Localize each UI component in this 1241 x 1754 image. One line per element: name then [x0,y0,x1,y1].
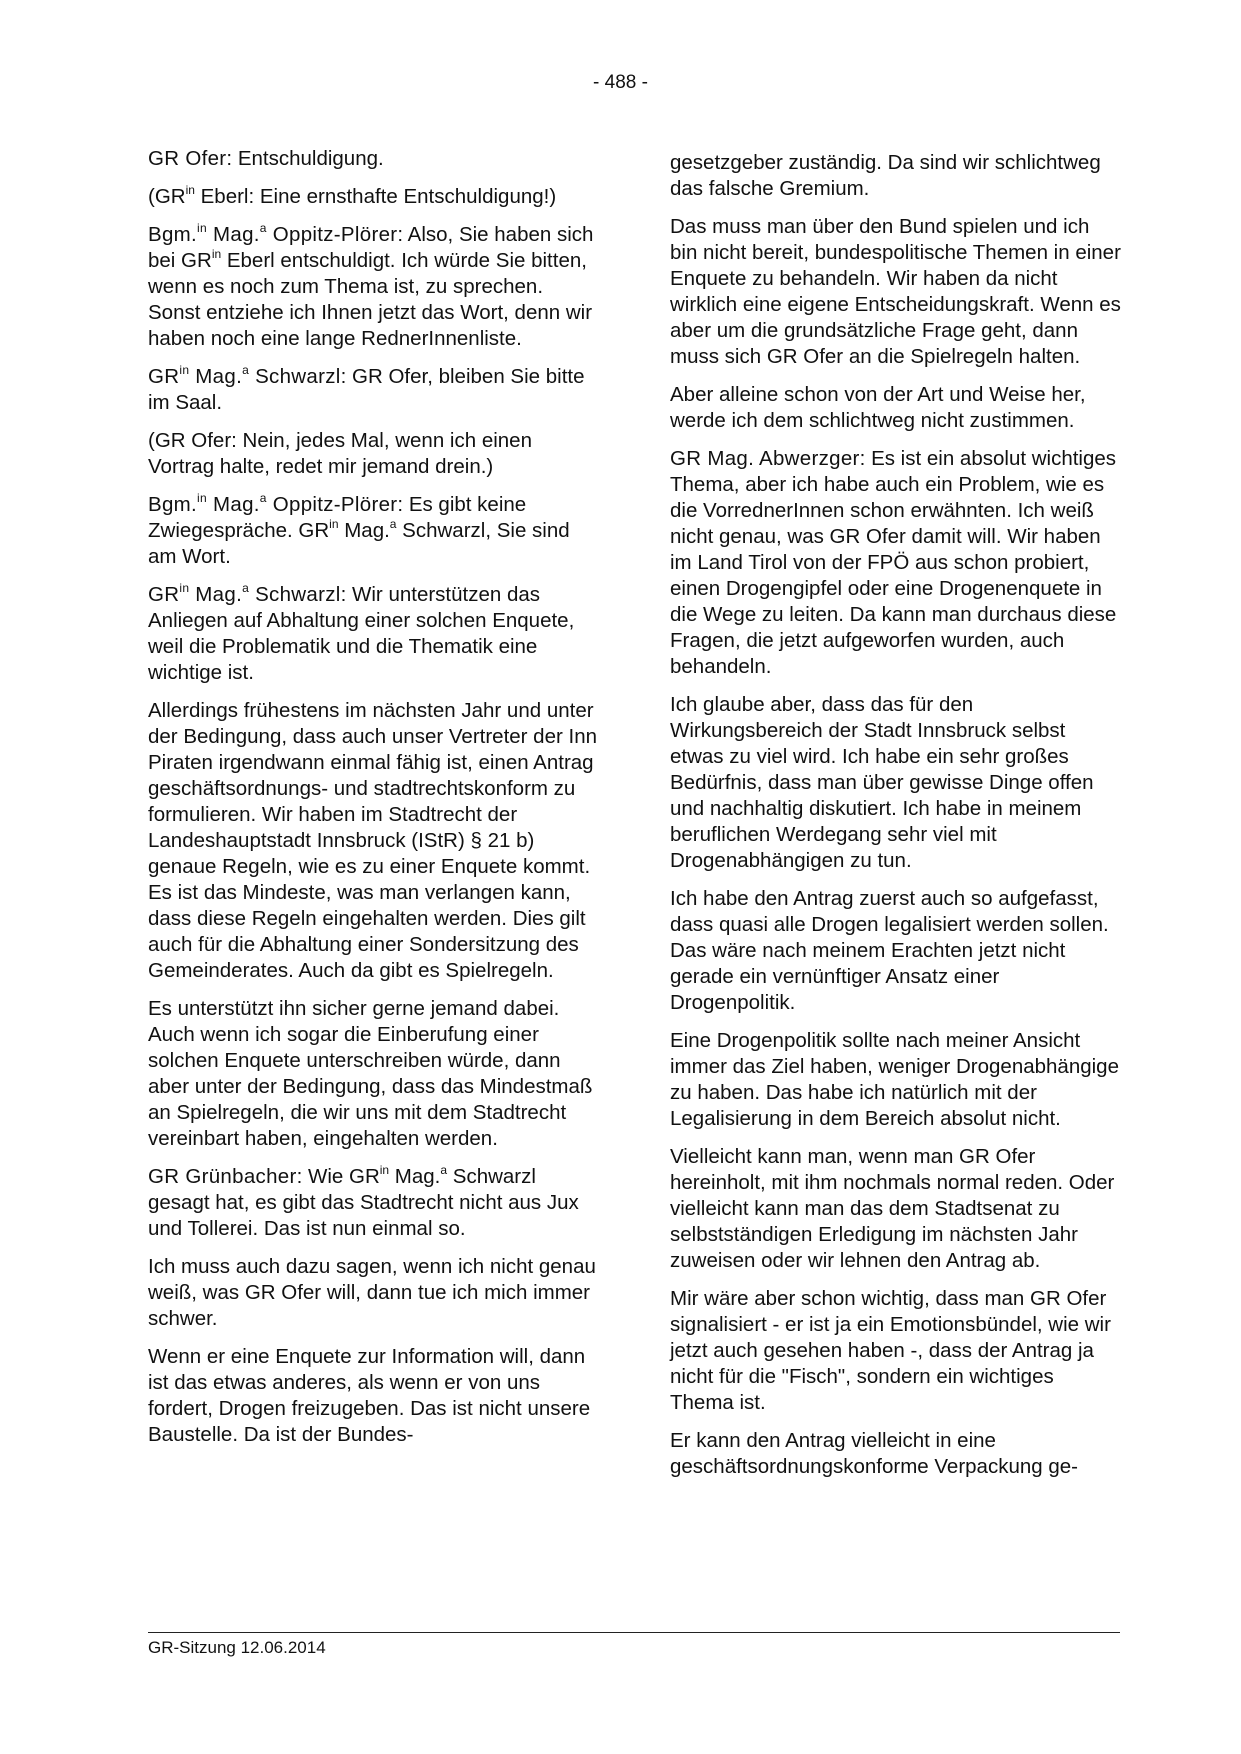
left-column [148,146,600,1460]
paragraph: Ich glaube aber, dass das für den Wirkungsbereich der Stadt Innsbruck selbst etwas zu viel wird. Ich habe ein sehr großes Bedürfnis, dass man über gewisse Dinge offen und nachhaltig diskutiert. Ich habe in meinem beruflichen Werdegang sehr viel mit Drogenabhängigen zu tun. [670,693,1094,872]
paragraph: Mir wäre aber schon wichtig, dass man GR Ofer signalisiert - er ist ja ein Emotionsbündel, wie wir jetzt auch gesehen haben -, dass der Antrag ja nicht für die "Fisch", sondern ein wichtiges Thema ist. [670,1287,1111,1414]
paragraph: GR Grünbacher: Wie $GR^{in}$ Mag.$^a$ Schwarzl gesagt hat, es gibt das Stadtrecht nicht aus Jux und Tollerei. Das ist nun einmal so. [148,1163,579,1240]
paragraph: Er kann den Antrag vielleicht in eine geschäftsordnungskonforme Verpackung ge- [670,1429,1078,1478]
page-number: - 488 - [593,72,648,93]
paragraph: Vielleicht kann man, wenn man GR Ofer hereinholt, mit ihm nochmals normal reden. Oder vielleicht kann man das dem Stadtsenat zu selbstständigen Erledigung im nächsten Jahr zuweisen oder wir lehnen den Antrag ab. [670,1145,1115,1272]
speaker-name: GR Mag. Abwerzger [670,447,860,470]
speaker-name: $GR^{in}$ Mag.$^a$ Schwarzl [148,363,341,388]
paragraph: ($GR^{in}$ Eberl: Eine ernsthafte Entschuldigung!) [148,183,557,208]
speaker-name: GR Ofer [148,147,227,170]
paragraph: Es unterstützt ihn sicher gerne jemand dabei. Auch wenn ich sogar die Einberufung einer solchen Enquete unterschreiben würde, dann aber unter der Bedingung, dass das Mindestmaß an Spielregeln, die wir uns mit dem Stadtrecht vereinbart haben, eingehalten werden. [148,997,593,1150]
paragraph: $GR^{in}$ Mag.$^a$ Schwarzl: Wir unterstützen das Anliegen auf Abhaltung einer solchen Enquete, weil die Problematik und die Thematik eine wichtige ist. [148,581,575,684]
footer-session-date: GR-Sitzung 12.06.2014 [148,1638,326,1657]
paragraph: Bgm.$^{in}$ Mag.$^a$ Oppitz-Plörer: Also, Sie haben sich bei $GR^{in}$ Eberl entschuldigt. Ich würde Sie bitten, wenn es noch zum Thema ist, zu sprechen. Sonst entziehe ich Ihnen jetzt das Wort, denn wir haben noch eine lange RednerInnenliste. [148,221,594,350]
paragraph: Wenn er eine Enquete zur Information will, dann ist das etwas anderes, als wenn er von uns fordert, Drogen freizugeben. Das ist nicht unsere Baustelle. Da ist der Bundes- [148,1345,591,1446]
speaker-name: Bgm.$^{in}$ Mag.$^a$ Oppitz-Plörer [148,491,398,516]
paragraph: Aber alleine schon von der Art und Weise her, werde ich dem schlichtweg nicht zustimmen. [670,383,1086,432]
paragraph: Allerdings frühestens im nächsten Jahr und unter der Bedingung, dass auch unser Vertreter der Inn Piraten irgendwann einmal fähig ist, einen Antrag geschäftsordnungs- und stadtrechtskonform zu formulieren. Wir haben im Stadtrecht der Landeshauptstadt Innsbruck (IStR) § 21 b) genaue Regeln, wie es zu einer Enquete kommt. Es ist das Mindeste, was man verlangen kann, dass diese Regeln eingehalten werden. Dies gilt auch für die Abhaltung einer Sondersitzung des Gemeinderates. Auch da gibt es Spielregeln. [148,699,598,982]
paragraph: GR Mag. Abwerzger: Es ist ein absolut wichtiges Thema, aber ich habe auch ein Problem, wie es die VorrednerInnen schon erwähnten. Ich weiß nicht genau, was GR Ofer damit will. Wir haben im Land Tirol von der FPÖ aus schon probiert, einen Drogengipfel oder eine Drogenenquete in die Wege zu leiten. Da kann man durchaus diese Fragen, die jetzt aufgeworfen wurden, auch behandeln. [670,447,1117,678]
paragraph: Eine Drogenpolitik sollte nach meiner Ansicht immer das Ziel haben, weniger Drogenabhängige zu haben. Das habe ich natürlich mit der Legalisierung in dem Bereich absolut nicht. [670,1029,1119,1130]
right-column [670,150,1122,1492]
paragraph: Ich habe den Antrag zuerst auch so aufgefasst, dass quasi alle Drogen legalisiert werden sollen. Das wäre nach meinem Erachten jetzt nicht gerade ein vernünftiger Ansatz einer Drogenpolitik. [670,887,1109,1014]
paragraph: Bgm.$^{in}$ Mag.$^a$ Oppitz-Plörer: Es gibt keine Zwiegespräche. $GR^{in}$ Mag.$^a$ Schwarzl, Sie sind am Wort. [148,491,570,568]
paragraph: Das muss man über den Bund spielen und ich bin nicht bereit, bundespolitische Themen in einer Enquete zu behandeln. Wir haben da nicht wirklich eine eigene Entscheidungskraft. Wenn es aber um die grundsätzliche Frage geht, dann muss sich GR Ofer an die Spielregeln halten. [670,215,1121,368]
speaker-name: GR Grünbacher [148,1165,297,1188]
footer-divider [148,1632,1120,1633]
paragraph: Ich muss auch dazu sagen, wenn ich nicht genau weiß, was GR Ofer will, dann tue ich mich immer schwer. [148,1255,596,1330]
paragraph: gesetzgeber zuständig. Da sind wir schlichtweg das falsche Gremium. [670,151,1101,200]
paragraph: $GR^{in}$ Mag.$^a$ Schwarzl: GR Ofer, bleiben Sie bitte im Saal. [148,363,585,414]
paragraph: GR Ofer: Entschuldigung. [148,147,384,170]
speaker-name: $GR^{in}$ Mag.$^a$ Schwarzl [148,581,341,606]
paragraph: (GR Ofer: Nein, jedes Mal, wenn ich einen Vortrag halte, redet mir jemand drein.) [148,429,532,478]
speaker-name: Bgm.$^{in}$ Mag.$^a$ Oppitz-Plörer [148,221,398,246]
